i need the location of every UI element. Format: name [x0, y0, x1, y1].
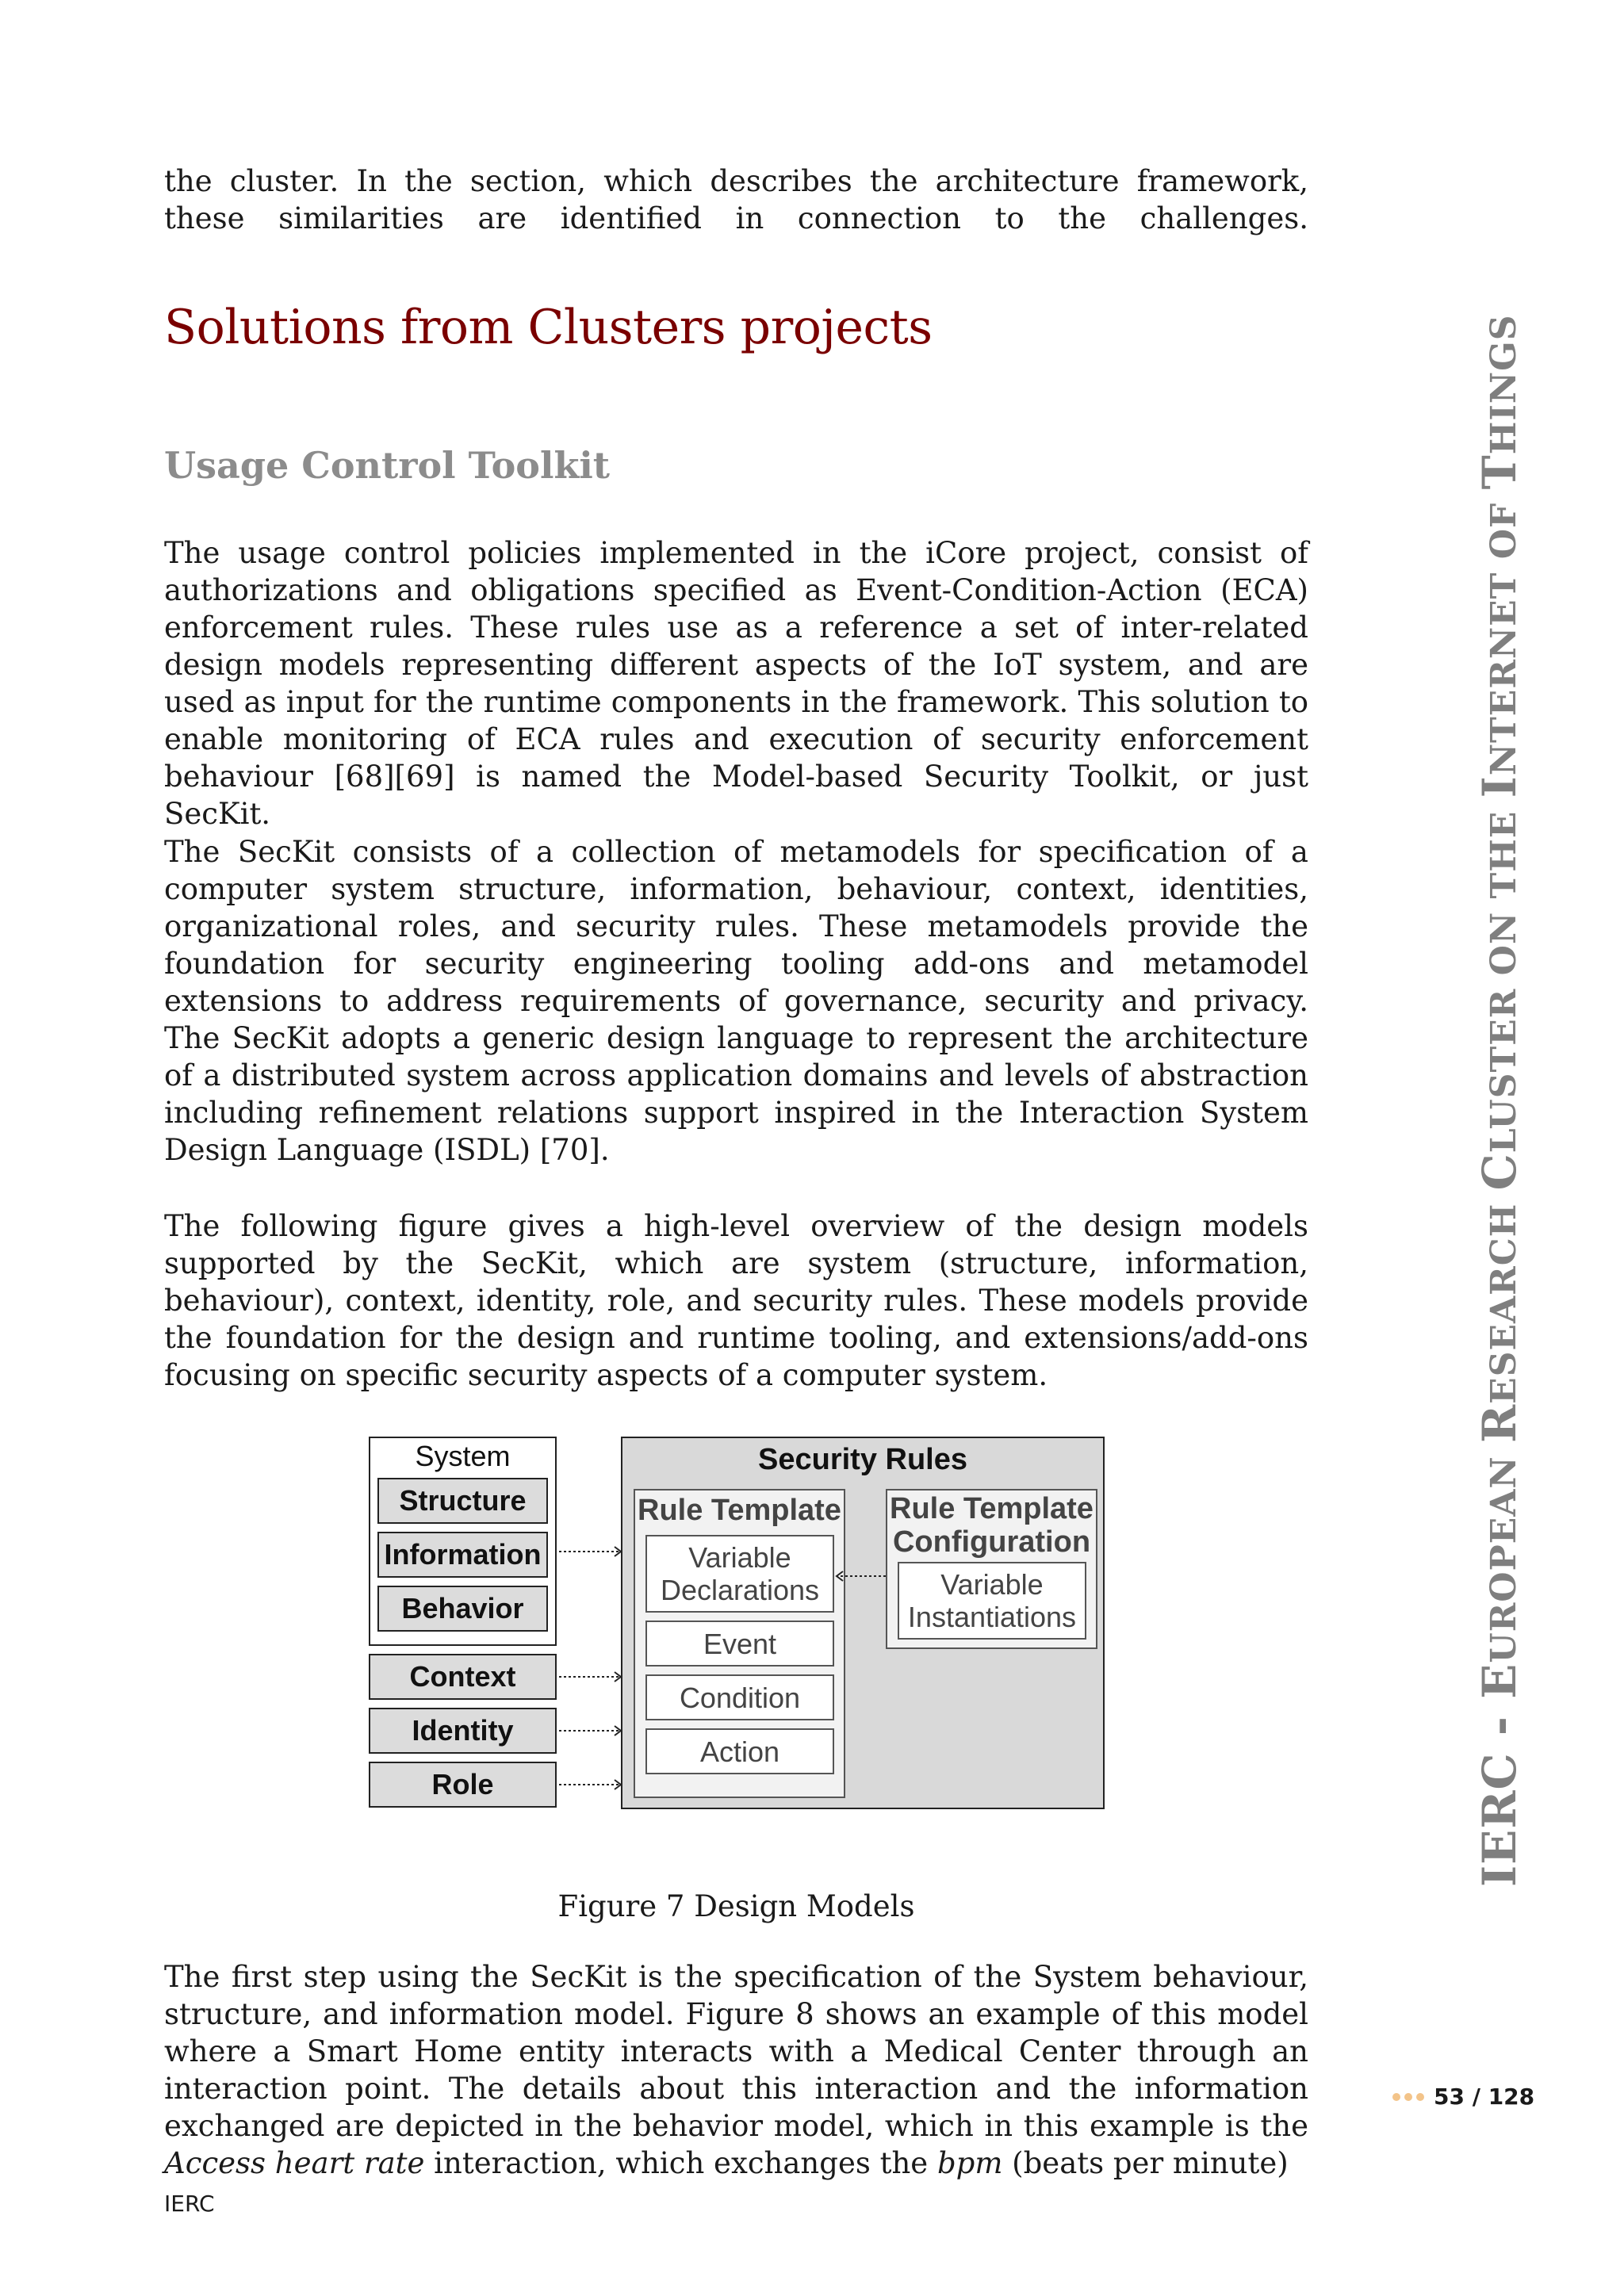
side-title-part: I [1473, 775, 1526, 798]
paragraph-figure-intro: The following figure gives a high-level overview of the design models supported by the SecKit, which are system (structure, information, behaviour), context, identity, role, and security rules. These models provide the foundation for the design and runtime tooling, and extensions/add-ons focusing on specific security aspects of a computer system. [164, 1209, 1308, 1392]
action-box: Action [645, 1728, 834, 1774]
variable-instantiations-box: Variable Instantiations [898, 1562, 1086, 1640]
configuration-title-line2: Configuration [892, 1525, 1091, 1559]
paragraph-first-step-text: The first step using the SecKit is the specification of the System behaviour, structure, and information model. Figure 8 shows an example of this model where a Smart Home entity interacts with a Medical Center through an interaction point. The details about this interaction and the information exchanged are depicted in the behavior model, which in this example is the [164, 1960, 1308, 2143]
event-box: Event [645, 1621, 834, 1667]
paragraph-first-step [164, 1958, 1308, 2182]
variable-declarations-box: Variable Declarations [645, 1535, 834, 1613]
side-title-part: T [1473, 454, 1526, 490]
paragraph-usage-control: The usage control policies implemented in the iCore project, consist of authorizations and obligations specified as Event-Condition-Action (ECA) enforcement rules. These rules use as a reference a set of inter-related design models representing different aspects of the IoT system, and are used as input for the runtime components in the framework. This solution to enable monitoring of ECA rules and execution of security enforcement behaviour [68][69] is named the Model-based Security Toolkit, or just SecKit. [164, 536, 1308, 831]
rule-template-title: Rule Template [638, 1494, 841, 1527]
context-box: Context [369, 1654, 557, 1700]
figure-caption: Figure 7 Design Models [557, 1889, 915, 1923]
information-box: Information [377, 1532, 548, 1578]
behavior-box: Behavior [377, 1586, 548, 1632]
page-number-text: 53 / 128 [1434, 2084, 1535, 2110]
subsection-heading: Usage Control Toolkit [164, 444, 611, 487]
side-title-part: UROPEAN [1484, 1443, 1524, 1663]
side-title-part: HINGS [1484, 314, 1524, 455]
access-heart-rate-term: Access heart rate [164, 2146, 425, 2180]
page-number [1392, 2084, 1534, 2110]
condition-box: Condition [645, 1674, 834, 1720]
side-title-part: LUSTER ON THE [1484, 798, 1524, 1154]
side-title-part: C [1473, 1153, 1526, 1191]
side-title-part: IERC - E [1473, 1663, 1526, 1887]
identity-box: Identity [369, 1708, 557, 1754]
role-box: Role [369, 1762, 557, 1808]
section-heading: Solutions from Clusters projects [164, 300, 933, 355]
footer-label: IERC [164, 2191, 215, 2217]
paragraph-first-step-end: (beats per minute) [1002, 2146, 1289, 2180]
configuration-title-line1: Rule Template [890, 1492, 1094, 1525]
dots-icon [1392, 2093, 1424, 2101]
design-models-figure [369, 1437, 1106, 1817]
structure-box: Structure [377, 1478, 548, 1524]
figure-arrows [369, 1437, 1106, 1817]
side-title-part: NTERNET OF [1484, 489, 1524, 776]
side-title-part: R [1473, 1403, 1526, 1444]
side-running-title [1473, 315, 1526, 1888]
intro-paragraph: the cluster. In the section, which describes the architecture framework, these similarities are identified in connection to the challenges. [164, 164, 1308, 235]
security-rules-title: Security Rules [758, 1443, 967, 1476]
paragraph-first-step-mid: interaction, which exchanges the [424, 2146, 937, 2180]
paragraph-seckit-metamodels: The SecKit consists of a collection of metamodels for specification of a computer system structure, information, behaviour, context, identities, organizational roles, and security rules. These metamodels provide the foundation for security engineering tooling add-ons and metamodel extensions to address requirements of governance, security and privacy. The SecKit adopts a generic design language to represent the architecture of a distributed system across application domains and levels of abstraction including refinement relations support inspired in the Interaction System Design Language (ISDL) [70]. [164, 835, 1308, 1167]
system-label: System [415, 1440, 511, 1472]
side-title-part: ESEARCH [1484, 1190, 1524, 1404]
bpm-term: bpm [936, 2146, 1003, 2180]
